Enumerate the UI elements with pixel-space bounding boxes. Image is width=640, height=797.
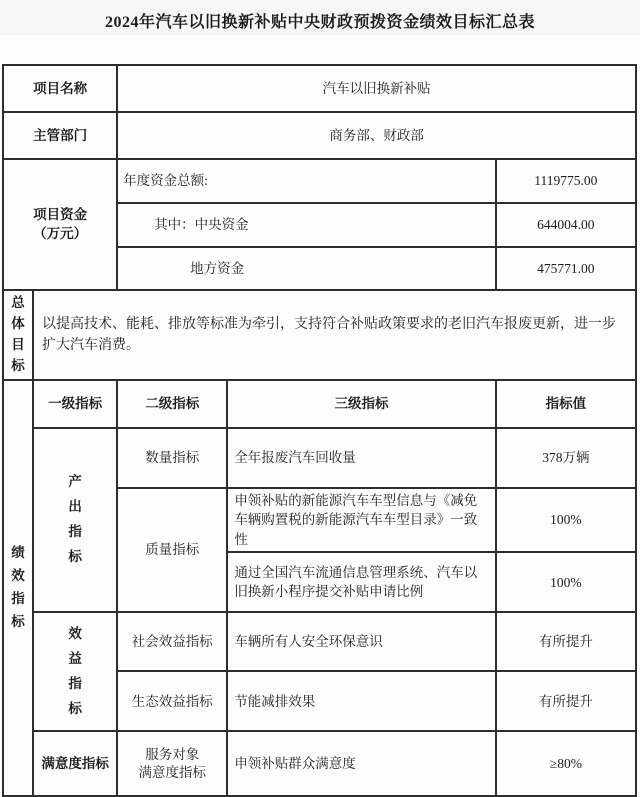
funding-central-value: 644004.00 <box>496 203 636 247</box>
header-level2: 二级指标 <box>117 380 227 428</box>
overall-goal-label: 总体目标 <box>11 295 25 373</box>
level1-output-label: 产出指标 <box>68 474 82 564</box>
table-row <box>3 380 636 428</box>
page-title: 2024年汽车以旧换新补贴中央财政预拨资金绩效目标汇总表 <box>104 14 535 31</box>
satisfaction-level2-cell <box>117 731 227 796</box>
quality-item2-value: 100% <box>496 552 636 612</box>
funding-total-value: 1119775.00 <box>496 159 636 203</box>
benefit-social-level3: 车辆所有人安全环保意识 <box>227 612 495 671</box>
header-value: 指标值 <box>496 380 636 428</box>
table-row <box>3 290 636 380</box>
funding-label-line2: （万元） <box>33 225 88 241</box>
level1-benefit-cell <box>33 612 117 731</box>
satisfaction-level2-line1: 服务对象 <box>145 746 200 762</box>
department-label: 主管部门 <box>3 112 117 159</box>
quantity-level2: 数量指标 <box>117 428 227 488</box>
department-value: 商务部、财政部 <box>117 112 636 159</box>
benefit-eco-level2: 生态效益指标 <box>117 671 227 731</box>
table-row <box>3 112 636 159</box>
funding-local-label: 地方资金 <box>117 247 496 290</box>
project-name-value: 汽车以旧换新补贴 <box>117 65 636 112</box>
funding-label <box>3 159 117 290</box>
quality-item1-value: 100% <box>496 488 636 553</box>
quality-item1-level3: 申领补贴的新能源汽车车型信息与《减免车辆购置税的新能源汽车车型目录》一致性 <box>227 488 495 553</box>
benefit-eco-level3: 节能减排效果 <box>227 671 495 731</box>
overall-goal-text: 以提高技术、能耗、排放等标准为牵引，支持符合补贴政策要求的老旧汽车报废更新，进一步扩大汽车消费。 <box>33 290 636 380</box>
quality-level2: 质量指标 <box>117 488 227 613</box>
funding-local-value: 475771.00 <box>496 247 636 290</box>
quality-item2-level3: 通过全国汽车流通信息管理系统、汽车以旧换新小程序提交补贴申请比例 <box>227 552 495 612</box>
performance-summary-table <box>2 64 637 797</box>
indicators-section-label: 绩效指标 <box>11 545 25 629</box>
benefit-social-level2: 社会效益指标 <box>117 612 227 671</box>
level1-satisfaction-label: 满意度指标 <box>33 731 117 796</box>
quantity-level3: 全年报废汽车回收量 <box>227 428 495 488</box>
header-level3: 三级指标 <box>227 380 495 428</box>
table-row <box>3 428 636 488</box>
satisfaction-value: ≥80% <box>496 731 636 796</box>
funding-central-label: 其中：中央资金 <box>117 203 496 247</box>
quantity-value: 378万辆 <box>496 428 636 488</box>
benefit-social-value: 有所提升 <box>496 612 636 671</box>
table-row <box>3 612 636 671</box>
table-row <box>3 65 636 112</box>
level1-benefit-label: 效益指标 <box>68 625 82 716</box>
project-name-label: 项目名称 <box>3 65 117 112</box>
table-row <box>3 731 636 796</box>
header-level1: 一级指标 <box>33 380 117 428</box>
benefit-eco-value: 有所提升 <box>496 671 636 731</box>
overall-goal-label-cell <box>3 290 33 380</box>
indicators-section-label-cell <box>3 380 33 797</box>
satisfaction-level3: 申领补贴群众满意度 <box>227 731 495 796</box>
funding-total-label: 年度资金总额: <box>117 159 496 203</box>
level1-output-cell <box>33 428 117 613</box>
satisfaction-level2-line2: 满意度指标 <box>138 764 206 780</box>
title-band <box>0 0 640 35</box>
table-row <box>3 159 636 203</box>
funding-label-line1: 项目资金 <box>33 207 88 223</box>
